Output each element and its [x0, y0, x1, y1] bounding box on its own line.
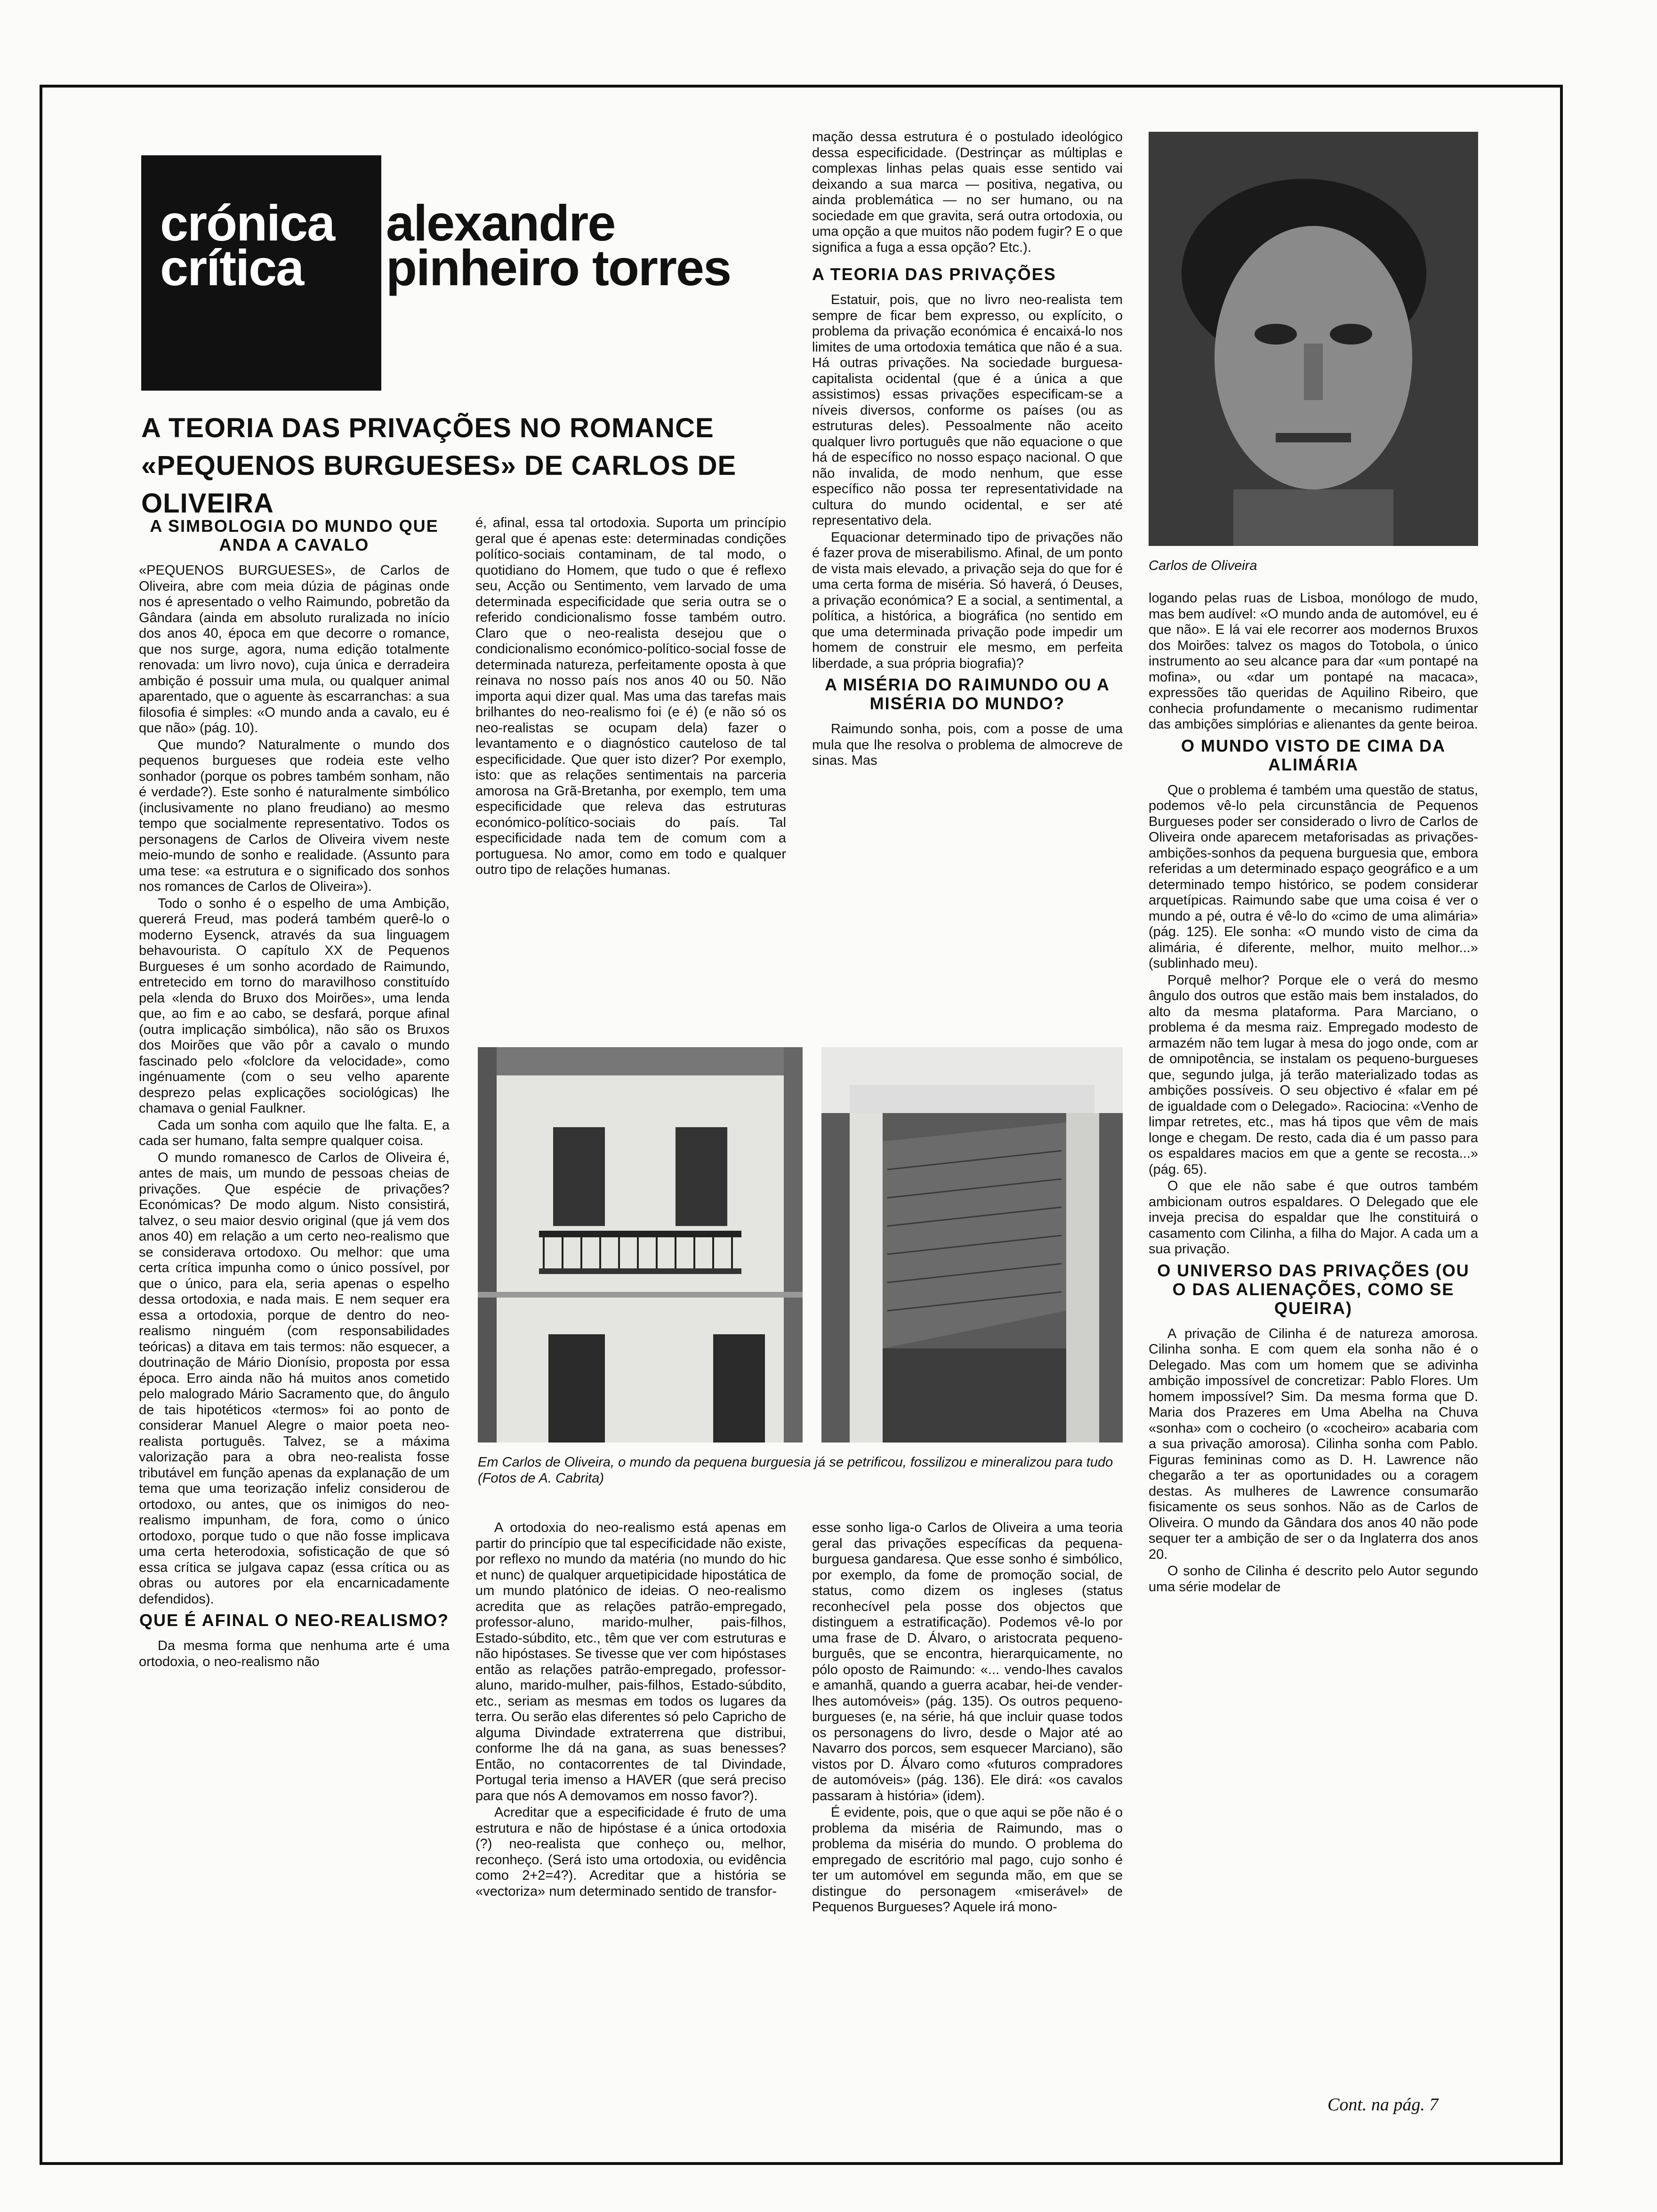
- paragraph: A privação de Cilinha é de natureza amorosa. Cilinha sonha. E com quem ela sonha não é o Delegado. Mas com um homem que se adivinha ambição impossível de concretizar: Pablo Flores. Um homem impossível? Sim. Da mesma forma que D. Maria dos Prazeres em Uma Abelha na Chuva «sonha» com o cocheiro (o «cocheiro» acabaria com a sua privação amorosa). Cilinha sonha com Pablo. Figuras femininas como as D. H. Lawrence não chegarão a ter as oportunidades ou a coragem destas. As mulheres de Lawrence consumarão fisicamente os seus sonhos. Não as de Carlos de Oliveira. O mundo da Gândara dos anos 40 não pode sequer ter a ambição de ser o da Inglaterra dos anos 20.: [1149, 1326, 1478, 1562]
- ruin-icon: [821, 1047, 1123, 1443]
- paragraph: O sonho de Cilinha é descrito pelo Autor segundo uma série modelar de: [1149, 1563, 1478, 1595]
- subheading-teoria: A TEORIA DAS PRIVAÇÕES: [812, 264, 1056, 284]
- paragraph: mação dessa estrutura é o postulado ideológico dessa especificidade. (Destrinçar as múltiplas e complexas linhas pelas quais esse sentido vai deixando a sua marca — positiva, negativa, ou ainda problemática — no ser humano, ou na sociedade em que gravita, será outra ortodoxia, ou uma opção a que muitos não podem fugir? E o que significa a fuga a essa opção? Etc.).: [812, 129, 1123, 255]
- portrait-icon: [1149, 132, 1478, 546]
- continued-note: Cont. na pág. 7: [1327, 2095, 1439, 2115]
- paragraph: É evidente, pois, que o que aqui se põe não é o problema da miséria de Raimundo, mas o problema da miséria do mundo. O problema do empregado de escritório mal pago, cujo sonho é ter um automóvel em segunda mão, em que se distingue do personagem «miserável» de Pequenos Burgueses? Aquele irá mono-: [812, 1805, 1123, 1915]
- paragraph: Que o problema é também uma questão de status, podemos vê-lo pela circunstância de Pequenos Burgueses poder ser considerado o livro de Carlos de Oliveira onde aparecem metaforisadas as privações-ambições-sonhos da pequena burguesia que, embora referidas a um determinado espaço geográfico e a um determinado tempo histórico, se podem considerar arquetípicas. Raimundo sabe que uma coisa é ver o mundo a pé, outra é vê-lo do «cimo de uma alimária» (pág. 125). Ele sonha: «O mundo visto de cima da alimária, é diferente, melhor, muito melhor...» (sublinhado meu).: [1149, 782, 1478, 971]
- article-column-3: [812, 129, 1123, 1033]
- portrait-caption: Carlos de Oliveira: [1149, 558, 1257, 573]
- paragraph: Equacionar determinado tipo de privações não é fazer prova de miserabilismo. Afinal, de um ponto de vista mais elevado, a privação seja do que for é uma certa forma de miséria. Só haverá, ó Deuses, a privação económica? E a social, a sentimental, a política, a histórica, a biográfica (no sentido em que uma determinada privação pode impedir um homem de construir ele mesmo, em perfeita liberdade, a sua própria biografia)?: [812, 529, 1123, 671]
- paragraph: Acreditar que a especificidade é fruto de uma estrutura e não de hipóstase é a única ortodoxia (?) neo-realista que conheço ou, melhor, reconheço. (Será isto uma ortodoxia, ou evidência como 2+2=4?). Acreditar que a história se «vectoriza» num determinado sentido de transfor-: [475, 1805, 786, 1899]
- article-column-5: [475, 1520, 786, 2118]
- article-column-6: [812, 1520, 1123, 2118]
- ruined-house-photo: [821, 1047, 1123, 1443]
- paragraph: «PEQUENOS BURGUESES», de Carlos de Oliveira, abre com meia dúzia de páginas onde nos é apresentado o velho Raimundo, pobretão da Gândara (ainda em absoluto ruralizada no início dos anos 40, época em que decorre o romance, que nos surge, agora, numa edição totalmente renovada: um livro novo), cuja única e derradeira ambição é possuir uma mula, ou qualquer animal aparentado, que o aguente às escarranchas: a sua filosofia é simples: «O mundo anda a cavalo, eu é que não» (pág. 10).: [139, 563, 450, 736]
- paragraph: Estatuir, pois, que no livro neo-realista tem sempre de ficar bem expresso, ou explícito, o problema da privação económica é encaixá-lo nos limites de uma ortodoxia temática que não é a sua. Há outras privações. Na sociedade burguesa-capitalista ocidental (que é a única a que assistimos) essas privações especificam-se a níveis diversos, conforme os países (ou as estruturas deles). Pessoalmente não aceito qualquer livro português que não equacione o que há de específico no nosso espaço nacional. O que não invalida, de modo nenhum, que esse específico não possa ter representatividade na cultura do mundo ocidental, e ser até representativo dela.: [812, 292, 1123, 528]
- author-name-line2: pinheiro torres: [386, 239, 731, 296]
- subheading-simbologia: A SIMBOLOGIA DO MUNDO QUE ANDA A CAVALO: [150, 516, 439, 554]
- house-facade-photo: [478, 1047, 803, 1443]
- paragraph: Cada um sonha com aquilo que lhe falta. E, a cada ser humano, falta sempre qualquer coisa.: [139, 1117, 450, 1148]
- house-icon: [478, 1047, 803, 1443]
- subheading-mundo-visto: O MUNDO VISTO DE CIMA DA ALIMÁRIA: [1181, 736, 1446, 774]
- paragraph: Raimundo sonha, pois, com a posse de uma mula que lhe resolva o problema de almocreve de sinas. Mas: [812, 721, 1123, 768]
- paragraph: O mundo romanesco de Carlos de Oliveira é, antes de mais, um mundo de pessoas cheias de privações. Que espécie de privações? Económicas? De modo algum. Nisto consistirá, talvez, o seu maior desvio original (que já vem dos anos 40) em relação a um certo neo-realismo que se considerava ortodoxo. Ou melhor: que uma certa crítica impunha como o único possível, por que o único, para ela, seria apenas o espelho dessa ortodoxia, e nada mais. E nem sequer era essa a ortodoxia, porque de dentro do neo-realismo ninguém (com responsabilidades teóricas) a ditava em tais termos: não esquecer, a doutrinação de Mário Dionísio, proposta por essa época. Erro ainda não há muitos anos cometido pelo malogrado Mário Sacramento que, do ângulo de tais hipotéticos «termos» foi ao ponto de considerar Manuel Alegre o maior poeta neo-realista português. Talvez, se a máxima valorização para a obra neo-realista fosse tributável em função apenas da explanação de um tema que uma teorização infeliz considerou de ortodoxo, ou antes, que os inimigos do neo-realismo impunham, de fora, como o único ortodoxo, porque tudo o que não fosse implicava uma certa heterodoxia, sofisticação de que só essa crítica se julgava capaz (essa crítica ou as obras ou autores por ela encarnicadamente defendidos).: [139, 1150, 450, 1607]
- paragraph: logando pelas ruas de Lisboa, monólogo de mudo, mas bem audível: «O mundo anda de automóvel, eu é que não». E lá vai ele recorrer aos modernos Bruxos dos Moirões: talvez os magos do Totobola, o único instrumento ao seu alcance para dar «um pontapé na mofina», ou «dar um pontapé na macaca», expressões tão queridas de Aquilino Ribeiro, que conhecia profundamente o mecanismo rudimentar das ambições simplórias e alienantes da gente beiroa.: [1149, 591, 1478, 732]
- section-title-line2: crítica: [160, 239, 304, 296]
- paragraph: Porquê melhor? Porque ele o verá do mesmo ângulo dos outros que estão mais bem instalados, do alto da mesma plataforma. Para Marciano, o problema é da mesma raiz. Empregado modesto de armazém não tem lugar à mesa do jogo onde, com ar de omnipotência, se instalam os pequeno-burgueses que, segundo julga, já terão materializado todas as ambições possíveis. O seu objectivo é «falar em pé de igualdade com o Delegado». Raciocina: «Venho de limpar retretes, etc., mas há tipos que vêm de mais longe e chegam. De resto, cada dia é um passo para os espaldares macios em que a gente se recosta...» (pág. 65).: [1149, 972, 1478, 1177]
- author-name-line1: alexandre: [386, 194, 615, 251]
- paragraph: A ortodoxia do neo-realismo está apenas em partir do princípio que tal especificidade não existe, por reflexo no mundo da matéria (no mundo do hic et nunc) de qualquer arquetipicidade hipostática de um mundo platónico de ideias. O neo-realismo acredita que as relações patrão-empregado, professor-aluno, marido-mulher, pais-filhos, Estado-súbdito, etc., têm que ver com estruturas e não hipóstases. Se tivesse que ver com hipóstases então as relações patrão-empregado, professor-aluno, marido-mulher, pais-filhos, Estado-súbdito, etc., seriam as mesmas em todos os lugares da terra. Ou serão elas diferentes só pelo Capricho de alguma Divindade extraterrena que distribui, conforme lhe dá na gana, as suas benesses? Então, no contacorrentes de tal Divindade, Portugal teria imenso a HAVER (que será preciso para que nós A demovamos em nosso favor?).: [475, 1520, 786, 1803]
- article-column-2: [475, 515, 786, 1033]
- headline-line2: «PEQUENOS BURGUESES» DE CARLOS DE OLIVEIRA: [141, 450, 737, 519]
- paragraph: Da mesma forma que nenhuma arte é uma ortodoxia, o neo-realismo não: [139, 1638, 450, 1669]
- article-headline: [141, 409, 791, 522]
- subheading-neo-realismo: QUE É AFINAL O NEO-REALISMO?: [139, 1611, 449, 1630]
- photo-caption: Em Carlos de Oliveira, o mundo da pequena burguesia já se petrificou, fossilizou e mineralizou para tudo (Fotos de A. Cabrita): [478, 1455, 1113, 1486]
- paragraph: é, afinal, essa tal ortodoxia. Suporta um princípio geral que é apenas este: determinadas condições político-sociais contaminam, de tal modo, o quotidiano do Homem, que tudo o que é reflexo seu, Acção ou Sentimento, vem larvado de uma determinada especificidade que seria outra se o referido condicionalismo fosse também outro. Claro que o neo-realista desejou que o condicionalismo económico-político-social fosse de determinada natureza, perfeitamente oposta à que reinava no nosso país nos anos 40 ou 50. Não importa aqui dizer qual. Mas uma das tarefas mais brilhantes do neo-realismo foi (e é) (e não só os neo-realistas se ocupam dela) fazer o levantamento e o diagnóstico cauteloso de tal especificidade. Que quer isto dizer? Por exemplo, isto: que as relações sentimentais na parceria amorosa na Grã-Bretanha, por exemplo, tem uma especificidade que releva das estruturas económico-político-sociais do país. Tal especificidade nada tem de comum com a portuguesa. No amor, como em todo e qualquer outro tipo de relações humanas.: [475, 515, 786, 877]
- paragraph: Todo o sonho é o espelho de uma Ambição, quererá Freud, mas poderá também querê-lo o moderno Eysenck, através da sua linguagem behavourista. O capítulo XX de Pequenos Burgueses é um sonho acordado de Raimundo, entretecido em torno do maravilhoso constituído pela «lenda do Bruxo dos Moirões», uma lenda que, ao fim e ao cabo, se desfará, porque afinal (outra implicação simbólica), não são os Bruxos dos Moirões que vão pôr a cavalo o mundo fascinado pelo «folclore da velocidade», como ingénuamente (com o seu velho aparente desprezo pelas explicações sociológicas) lhe chamava o genial Faulkner.: [139, 896, 450, 1116]
- paragraph: O que ele não sabe é que outros também ambicionam outros espaldares. O Delegado que ele inveja precisa do espaldar que lhe constituirá o casamento com Cilinha, a filha do Major. A cada um a sua privação.: [1149, 1178, 1478, 1257]
- subheading-miseria: A MISÉRIA DO RAIMUNDO OU A MISÉRIA DO MUNDO?: [825, 675, 1110, 713]
- article-column-1: [139, 513, 450, 2113]
- portrait-photo: [1149, 132, 1478, 546]
- paragraph: Que mundo? Naturalmente o mundo dos pequenos burgueses que rodeia este velho sonhador (porque os pobres também sonham, não é verdade?). Este sonho é naturalmente simbólico (inclusivamente no plano freudiano) ao mesmo tempo que socialmente representativo. Todos os personagens de Carlos de Oliveira vivem neste meio-mundo de sonho e realidade. (Assunto para uma tese: «a estrutura e o significado dos sonhos nos romances de Carlos de Oliveira»).: [139, 737, 450, 894]
- section-title-line1: crónica: [160, 194, 335, 251]
- subheading-universo: O UNIVERSO DAS PRIVAÇÕES (OU O DAS ALIENAÇÕES, COMO SE QUEIRA): [1157, 1260, 1470, 1318]
- article-column-4: [1149, 591, 1478, 2087]
- column-banner: [141, 155, 781, 391]
- paragraph: esse sonho liga-o Carlos de Oliveira a uma teoria geral das privações específicas da pequena-burguesa gandaresa. Que esse sonho é simbólico, por exemplo, da fome de promoção social, de status, como dizem os ingleses (status reconhecível pela posse dos objectos que distinguem a estratificação). Podemos vê-lo por uma frase de D. Álvaro, o aristocrata pequeno-burguês, que se encontra, hierarquicamente, no pólo oposto de Raimundo: «... vendo-lhes cavalos e amanhã, quando a guerra acabar, hei-de vender-lhes automóveis» (pág. 135). Os outros pequeno-burgueses (e, na série, há que incluir quase todos os personagens do livro, desde o Major até ao Navarro dos porcos, sem esquecer Marciano), são vistos por D. Álvaro como «futuros compradores de automóveis» (pág. 136). Ele dirá: «os cavalos passaram à história» (idem).: [812, 1520, 1123, 1803]
- headline-line1: A TEORIA DAS PRIVAÇÕES NO ROMANCE: [141, 413, 714, 443]
